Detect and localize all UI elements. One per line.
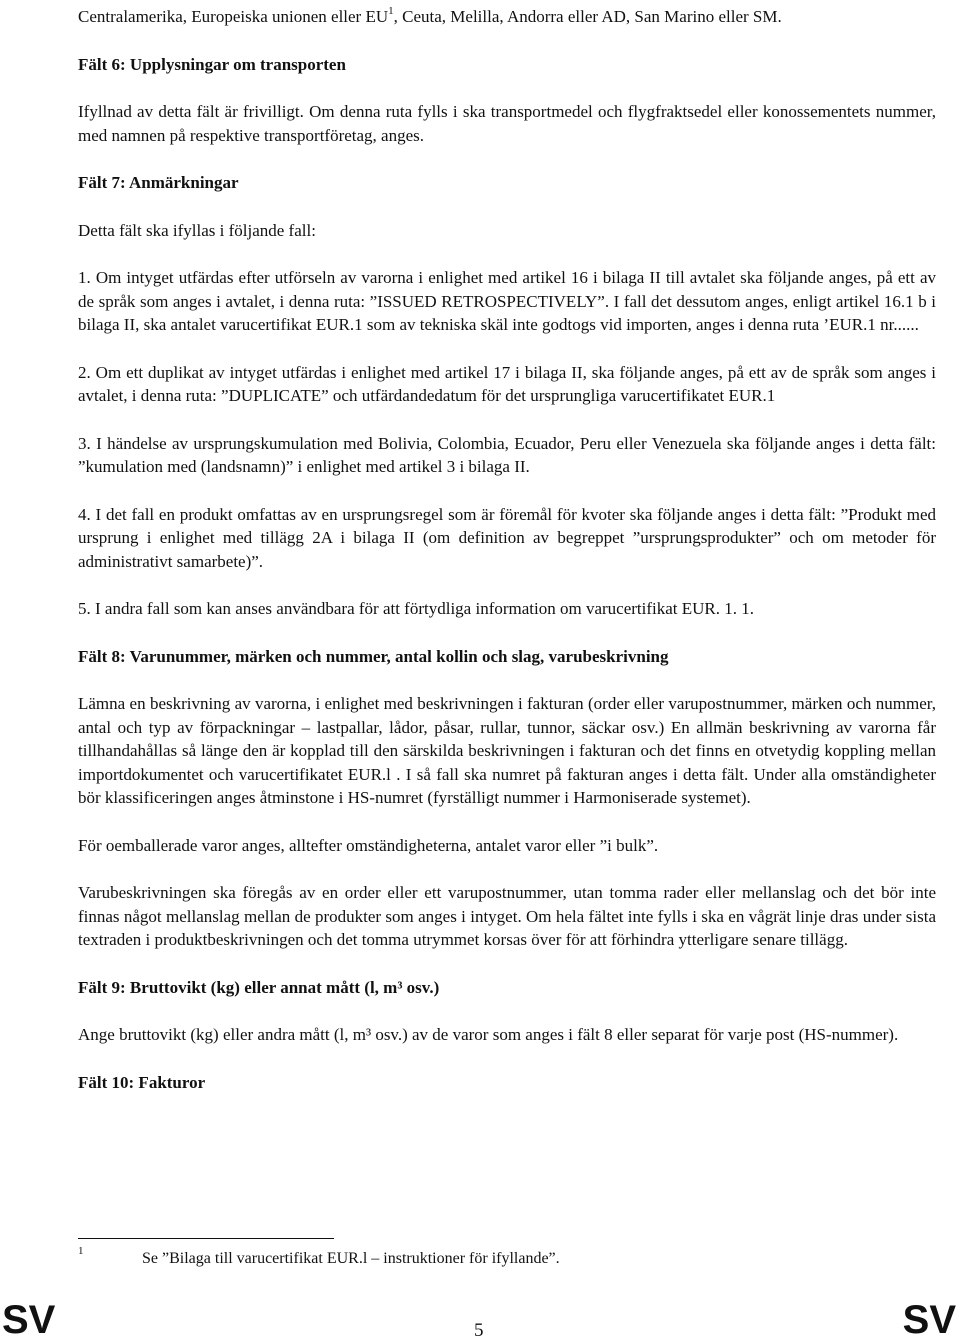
page-number: 5 (474, 1320, 484, 1341)
falt10-heading: Fält 10: Fakturor (78, 1072, 206, 1092)
falt7-intro: Detta fält ska ifyllas i följande fall: (78, 220, 316, 240)
falt7-item-1: 1. Om intyget utfärdas efter utförseln av varorna i enlighet med artikel 16 i bilaga II till avtalet ska följande anges, på ett av de språk som anges i avtalet, i denna ruta: ”ISSUED RETROSPECTIVELY”. I fall det dessutom anges, enligt artikel 16.1 b i bilaga II, ska antalet varucertifikat EUR.1 som av tekniska skäl inte godtogs vid importen, anges i denna ruta ’EUR.1 nr...... (78, 268, 936, 334)
falt7-heading: Fält 7: Anmärkningar (78, 173, 239, 192)
footnote-ref: 1 (388, 5, 394, 18)
falt6-body: Ifyllnad av detta fält är frivilligt. Om denna ruta fylls i ska transportmedel och flygfraktsedel eller konossementets nummer, med namnen på respektive transportföretag, anges. (78, 102, 936, 145)
falt9-heading: Fält 9: Bruttovikt (kg) eller annat mått (l, m³ osv.) (78, 977, 440, 997)
falt8-paragraph-2: För oemballerade varor anges, alltefter omständigheterna, antalet varor eller ”i bulk”. (78, 835, 659, 855)
intro-line-text: Centralamerika, Europeiska unionen eller EU (78, 7, 389, 26)
language-code-left: SV (2, 1298, 56, 1342)
footnote-text: Se ”Bilaga till varucertifikat EUR.l – instruktioner för ifyllande”. (142, 1250, 560, 1267)
language-code-right: SV (902, 1298, 956, 1342)
falt7-item-5: 5. I andra fall som kan anses användbara för att förtydliga information om varucertifikat EUR. 1. 1. (78, 599, 755, 618)
falt7-item-3: 3. I händelse av ursprungskumulation med Bolivia, Colombia, Ecuador, Peru eller Venezuela ska följande anges i detta fält: ”kumulation med (landsnamn)” i enlighet med artikel 3 i bilaga II. (78, 433, 936, 476)
falt7-item-4: 4. I det fall en produkt omfattas av en ursprungsregel som är föremål för kvoter ska följande anges i detta fält: ”Produkt med ursprung i enlighet med tillägg 2A i bilaga II (om definition av begreppet ”ursprungsprodukter” och om metoder för administrativt samarbete)”. (78, 504, 936, 571)
document-page (78, 5, 936, 1094)
falt8-paragraph-3: Varubeskrivningen ska föregås av en order eller ett varupostnummer, utan tomma rader eller mellanslag och det bör inte finnas något mellanslag mellan de produkter som anges i intyget. Om hela fältet inte fylls i ska en vågrät linje dras under sista textraden i produktbeskrivningen och det tomma utrymmet korsas över för att förhindra ytterligare senare tillägg. (78, 883, 936, 949)
footnote-divider (78, 1238, 334, 1239)
intro-line-rest: , Ceuta, Melilla, Andorra eller AD, San Marino eller SM. (393, 7, 782, 26)
falt8-paragraph-1: Lämna en beskrivning av varorna, i enlighet med beskrivningen i fakturan (order eller varupostnummer, märken och nummer, antal och typ av förpackningar – lastpallar, lådor, påsar, rullar, tunnor, säckar osv.) En allmän beskrivning av varorna får tillhandahållas så länge den är kopplad till den särskilda beskrivningen i fakturan och det finns en otvetydig koppling mellan importdokumentet och varucertifikatet EUR.l . I så fall ska numret på fakturan anges i detta fält. Under alla omständigheter bör klassificeringen anges åtminstone i HS-numret (fyrställigt nummer i Harmoniserade systemet). (78, 694, 936, 807)
footnote-number: 1 (78, 1245, 84, 1257)
intro-line (78, 5, 936, 29)
falt7-item-2: 2. Om ett duplikat av intyget utfärdas i enlighet med artikel 17 i bilaga II, ska följande anges, på ett av de språk som anges i avtalet, i denna ruta: ”DUPLICATE” och utfärdandedatum för det ursprungliga varucertifikatet EUR.1 (78, 362, 936, 405)
falt9-body: Ange bruttovikt (kg) eller andra mått (l, m³ osv.) av de varor som anges i fält 8 eller separat för varje post (HS-nummer). (78, 1025, 899, 1044)
falt8-heading: Fält 8: Varunummer, märken och nummer, antal kollin och slag, varubeskrivning (78, 646, 669, 666)
falt6-heading: Fält 6: Upplysningar om transporten (78, 54, 346, 74)
